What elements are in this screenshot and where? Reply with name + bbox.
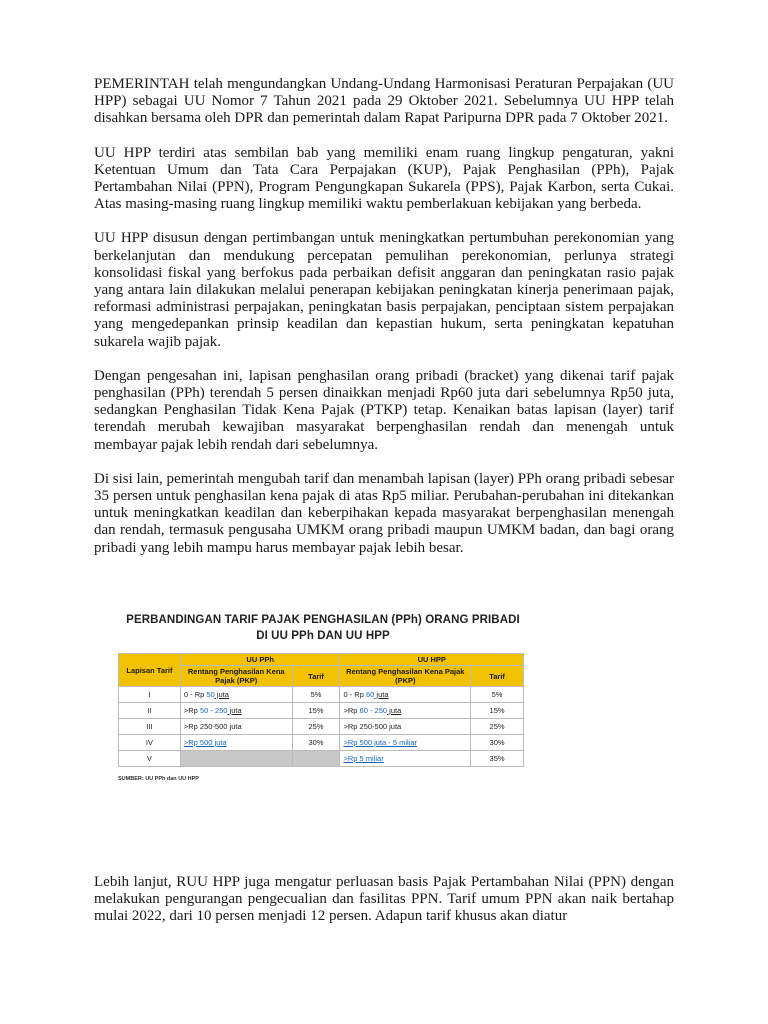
table-row — [119, 751, 524, 767]
cell-pph-rate-empty — [292, 751, 340, 767]
table-row — [119, 703, 524, 719]
figure-source: SUMBER: UU PPh dan UU HPP — [118, 776, 199, 782]
paragraph-4: Dengan pengesahan ini, lapisan penghasilan orang pribadi (bracket) yang dikenai tarif pajak penghasilan (PPh) terendah 5 persen dinaikkan menjadi Rp60 juta dari sebelumnya Rp50 juta, sedangkan Penghasilan Tidak Kena Pajak (PTKP) tetap. Kenaikan batas lapisan (layer) tarif terendah merubah kewajiban masyarakat berpenghasilan rendah dan menengah untuk membayar pajak lebih rendah dari sebelumnya. — [94, 367, 674, 453]
table-row — [119, 719, 524, 735]
cell-pph-range: >Rp 250-500 juta — [180, 719, 292, 735]
cell-hpp-range: >Rp 250-500 juta — [340, 719, 471, 735]
cell-pph-rate: 15% — [292, 703, 340, 719]
header-uu-pph: UU PPh — [180, 654, 340, 666]
cell-layer: III — [119, 719, 181, 735]
cell-layer: IV — [119, 735, 181, 751]
header-tarif-hpp: Tarif — [471, 666, 524, 687]
tax-comparison-figure — [118, 612, 528, 782]
header-rentang-pph: Rentang Penghasilan Kena Pajak (PKP) — [180, 666, 292, 687]
tax-rate-table — [118, 653, 524, 767]
paragraph-6: Lebih lanjut, RUU HPP juga mengatur perluasan basis Pajak Pertambahan Nilai (PPN) dengan melakukan pengurangan pengecualian dan fasilitas PPN. Tarif umum PPN akan naik bertahap mulai 2022, dari 10 persen menjadi 12 persen. Adapun tarif khusus akan diatur — [94, 874, 674, 925]
cell-hpp-range: >Rp 5 miliar — [340, 751, 471, 767]
cell-hpp-range: 0 - Rp 60 juta — [340, 687, 471, 703]
cell-hpp-range: >Rp 500 juta - 5 miliar — [340, 735, 471, 751]
figure-title — [118, 612, 528, 644]
cell-pph-range: >Rp 500 juta — [180, 735, 292, 751]
cell-pph-rate: 30% — [292, 735, 340, 751]
cell-layer: I — [119, 687, 181, 703]
header-lapisan: Lapisan Tarif — [119, 654, 181, 687]
cell-pph-range-empty — [180, 751, 292, 767]
cell-pph-range: >Rp 50 - 250 juta — [180, 703, 292, 719]
cell-hpp-rate: 35% — [471, 751, 524, 767]
paragraph-3: UU HPP disusun dengan pertimbangan untuk meningkatkan pertumbuhan perekonomian yang berkelanjutan dan mendukung percepatan pemulihan perekonomian, perlunya strategi konsolidasi fiskal yang berfokus pada perbaikan defisit anggaran dan peningkatan rasio pajak yang antara lain dilakukan melalui penerapan kebijakan peningkatan kinerja penerimaan pajak, reformasi administrasi perpajakan, peningkatan basis perpajakan, penciptaan sistem perpajakan yang mengedepankan prinsip keadilan dan kepastian hukum, serta peningkatan kepatuhan sukarela wajib pajak. — [94, 230, 674, 350]
figure-title-line-2: DI UU PPh DAN UU HPP — [256, 630, 390, 642]
cell-pph-rate: 25% — [292, 719, 340, 735]
cell-pph-range: 0 - Rp 50 juta — [180, 687, 292, 703]
paragraph-2: UU HPP terdiri atas sembilan bab yang memiliki enam ruang lingkup pengaturan, yakni Ketentuan Umum dan Tata Cara Perpajakan (KUP), Pajak Penghasilan (PPh), Pajak Pertambahan Nilai (PPN), Program Pengungkapan Sukarela (PPS), Pajak Karbon, serta Cukai. Atas masing-masing ruang lingkup memiliki waktu pemberlakuan kebijakan yang berbeda. — [94, 144, 674, 213]
table-row — [119, 735, 524, 751]
article-body — [94, 76, 674, 574]
table-header-row — [119, 654, 524, 666]
cell-hpp-rate: 5% — [471, 687, 524, 703]
table-row — [119, 687, 524, 703]
paragraph-1: PEMERINTAH telah mengundangkan Undang-Undang Harmonisasi Peraturan Perpajakan (UU HPP) sebagai UU Nomor 7 Tahun 2021 pada 29 Oktober 2021. Sebelumnya UU HPP telah disahkan bersama oleh DPR dan pemerintah dalam Rapat Paripurna DPR pada 7 Oktober 2021. — [94, 76, 674, 127]
cell-hpp-rate: 30% — [471, 735, 524, 751]
cell-layer: V — [119, 751, 181, 767]
cell-hpp-range: >Rp 60 - 250 juta — [340, 703, 471, 719]
cell-hpp-rate: 25% — [471, 719, 524, 735]
cell-pph-rate: 5% — [292, 687, 340, 703]
header-uu-hpp: UU HPP — [340, 654, 524, 666]
paragraph-5: Di sisi lain, pemerintah mengubah tarif dan menambah lapisan (layer) PPh orang pribadi sebesar 35 persen untuk penghasilan kena pajak di atas Rp5 miliar. Perubahan-perubahan ini ditekankan untuk meningkatkan keadilan dan keberpihakan kepada masyarakat berpenghasilan menengah dan rendah, termasuk pengusaha UMKM orang pribadi maupun UMKM badan, dan bagi orang pribadi yang lebih mampu harus membayar pajak lebih besar. — [94, 470, 674, 556]
cell-hpp-rate: 15% — [471, 703, 524, 719]
header-tarif-pph: Tarif — [292, 666, 340, 687]
cell-layer: II — [119, 703, 181, 719]
figure-title-line-1: PERBANDINGAN TARIF PAJAK PENGHASILAN (PPh) ORANG PRIBADI — [126, 614, 520, 626]
header-rentang-hpp: Rentang Penghasilan Kena Pajak (PKP) — [340, 666, 471, 687]
